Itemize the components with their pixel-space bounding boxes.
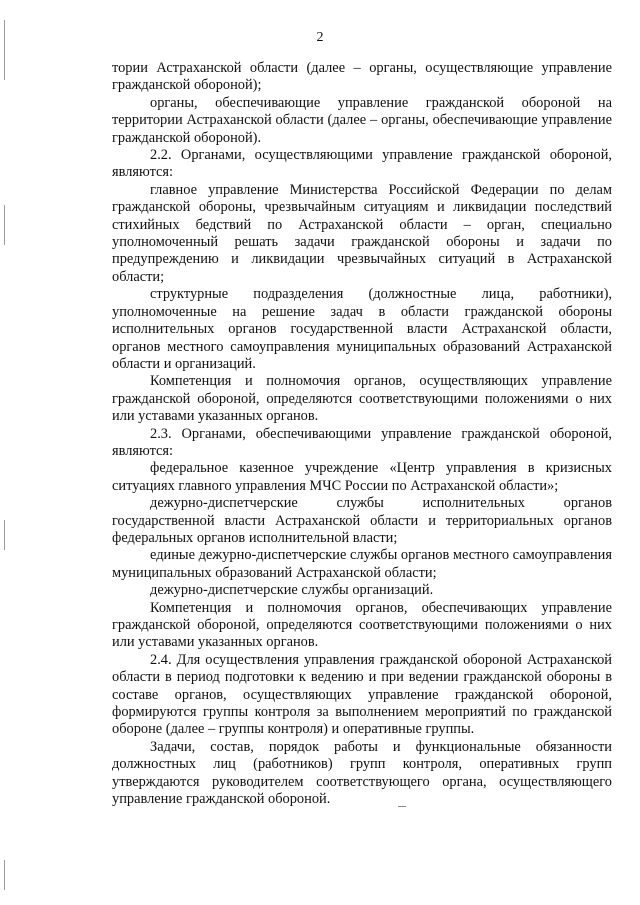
paragraph: единые дежурно-диспетчерские службы органов местного самоуправления муниципальных образований Астраханской области;	[112, 547, 613, 581]
paragraph: Компетенция и полномочия органов, осуществляющих управление гражданской обороной, определяются соответствующими положениями о них или уставами указанных органов.	[112, 373, 612, 425]
paragraph: дежурно-диспетчерские службы организаций.	[150, 582, 434, 599]
page-number: 2	[316, 30, 324, 45]
paragraph: Задачи, состав, порядок работы и функциональные обязанности должностных лиц (работников) групп контроля, оперативных групп утверждаются руководителем соответствующего органа, осуществляющего управление гражданской обороной.	[112, 738, 612, 808]
paragraph: дежурно-диспетчерские службы исполнительных органов государственной власти Астраханской области и территориальных органов федеральных органов исполнительной власти;	[112, 495, 612, 546]
scan-margin-mark	[4, 520, 5, 550]
scan-margin-mark	[4, 205, 5, 245]
scan-margin-mark	[4, 860, 5, 890]
paragraph: главное управление Министерства Российской Федерации по делам гражданской обороны, чрезвычайным ситуациям и ликвидации последствий стихийных бедствий по Астраханской области – орган, специально уполномоченный решать задачи гражданской обороны и задачи по предупреждению и ликвидации чрезвычайных ситуаций в Астраханской области;	[112, 181, 612, 285]
paragraph: тории Астраханской области (далее – органы, осуществляющие управление гражданской обороной);	[112, 60, 612, 94]
paragraph: 2.4. Для осуществления управления гражданской обороной Астраханской области в период подготовки к ведению и при ведении гражданской обороны в составе органов, осуществляющих управление гражданской обороной, формируются группы контроля за выполнением мероприятий по гражданской обороне (далее – группы контроля) и оперативные группы.	[112, 651, 612, 738]
paragraph: структурные подразделения (должностные лица, работники), уполномоченные на решение задач в области гражданской обороны исполнительных органов государственной власти Астраханской области, органов местного самоуправления муниципальных образований Астраханской области и организаций.	[112, 286, 612, 372]
paragraph: федеральное казенное учреждение «Центр управления в кризисных ситуациях главного управления МЧС России по Астраханской области»;	[112, 460, 612, 494]
paragraph: органы, обеспечивающие управление гражданской обороной на территории Астраханской области (далее – органы, обеспечивающие управление гражданской обороной).	[112, 94, 612, 146]
scan-margin-mark	[4, 20, 5, 80]
paragraph: 2.2. Органами, осуществляющими управление гражданской обороной, являются:	[112, 147, 612, 181]
document-body	[112, 60, 612, 808]
paragraph: 2.3. Органами, обеспечивающими управление гражданской обороной, являются:	[112, 425, 612, 459]
paragraph: Компетенция и полномочия органов, обеспечивающих управление гражданской обороной, определяются соответствующими положениями о них или уставами указанных органов.	[112, 599, 612, 651]
